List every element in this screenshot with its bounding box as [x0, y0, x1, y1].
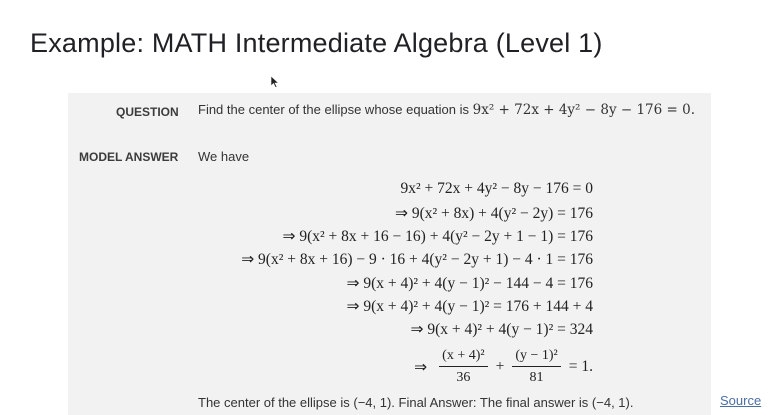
derivation-step: ⇒ 9(x + 4)² + 4(y − 1)² − 144 − 4 = 176	[346, 275, 593, 292]
source-link[interactable]: Source	[720, 393, 762, 408]
fraction-y-denominator: 81	[529, 370, 544, 385]
derivation-step: ⇒ 9(x + 4)² + 4(y − 1)² = 324	[410, 321, 593, 338]
implies-arrow: ⇒	[414, 358, 428, 376]
conclusion-text: The center of the ellipse is (−4, 1). Final Answer: The final answer is (−4, 1).	[198, 395, 634, 410]
fraction-x-denominator: 36	[456, 370, 471, 385]
derivation-step: ⇒ 9(x² + 8x + 16) − 9 · 16 + 4(y² − 2y + 1) − 4 · 1 = 176	[241, 251, 593, 268]
derivation-step: 9x² + 72x + 4y² − 8y − 176 = 0	[400, 180, 593, 197]
equals-one: = 1.	[568, 358, 593, 375]
fraction-x	[439, 348, 487, 386]
fraction-x-numerator: (x + 4)²	[439, 348, 487, 367]
answer-intro: We have	[198, 149, 250, 164]
question-equation: 9x² + 72x + 4y² − 8y − 176 = 0.	[472, 102, 696, 118]
question-label: QUESTION	[116, 105, 179, 119]
derivation-step: ⇒ 9(x + 4)² + 4(y − 1)² = 176 + 144 + 4	[346, 298, 593, 315]
plus-sign: +	[495, 358, 505, 375]
derivation-step: ⇒ 9(x² + 8x + 16 − 16) + 4(y² − 2y + 1 − 1) = 176	[282, 228, 593, 245]
derivation-step: ⇒ 9(x² + 8x) + 4(y² − 2y) = 176	[394, 205, 593, 222]
final-derivation-step	[414, 349, 593, 385]
slide-title: Example: MATH Intermediate Algebra (Level 1)	[30, 28, 603, 58]
fraction-y-numerator: (y − 1)²	[512, 348, 560, 367]
model-answer-label: MODEL ANSWER	[79, 150, 179, 164]
mouse-cursor-icon	[270, 76, 279, 88]
fraction-y	[512, 348, 560, 386]
question-text	[198, 102, 695, 118]
question-prefix: Find the center of the ellipse whose equation is	[198, 102, 470, 117]
